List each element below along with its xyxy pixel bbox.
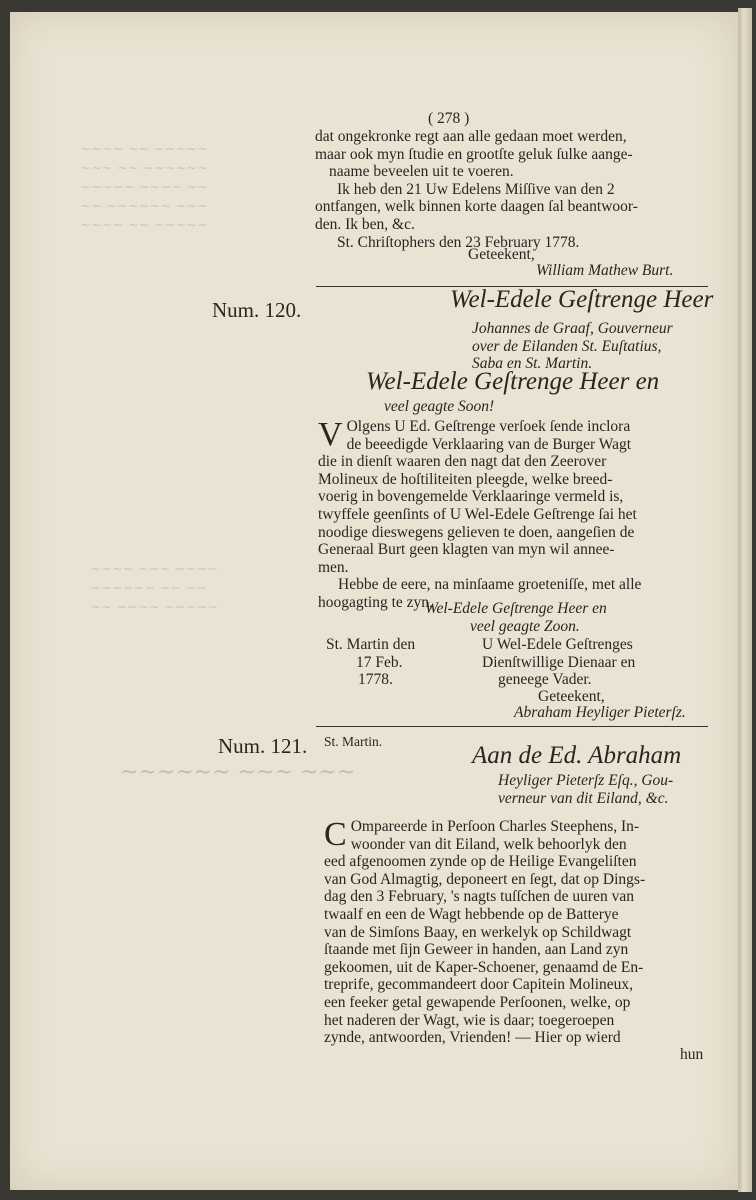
show-through-text-2: ~~~~ ~~~ ~~~~ ~~~~~~ ~~ ~~ ~~ ~~~~ ~~~~~ (90, 562, 219, 615)
text-line: voerig in bovengemelde Verklaaringe vermeld is, (318, 488, 624, 506)
page-number: ( 278 ) (428, 110, 470, 127)
text-line: zynde, antwoorden, Vrienden! — Hier op wierd (324, 1029, 621, 1047)
text-line: die in dienſt waaren den nagt dat den Zeerover (318, 453, 607, 471)
place-label: St. Martin. (324, 734, 383, 749)
text-line: een feeker getal gewapende Perſoonen, welke, op (324, 993, 631, 1011)
place-date (326, 636, 415, 689)
text-line: Molineux de hoſtiliteiten pleegde, welke breed- (318, 470, 613, 488)
text-line: van God Almagtig, deponeert en ſegt, dat op Dings- (324, 870, 646, 888)
entry-number: Num. 121. (218, 734, 308, 758)
salutation: Wel-Edele Geſtrenge Heer (450, 286, 714, 313)
text-line: Hebbe de eere, na minſaame groeteniſſe, met alle (338, 576, 642, 594)
signed-label: Geteekent, (538, 688, 605, 705)
text-line: ontfangen, welk binnen korte daagen ſal beantwoor- (315, 198, 638, 216)
salutation: Aan de Ed. Abraham (472, 742, 682, 769)
addressee (498, 772, 673, 807)
addressee-line: over de Eilanden St. Euſtatius, (472, 337, 662, 355)
entry-number: Num. 120. (212, 298, 302, 322)
addressee-line: Heyliger Pieterſz Eſq., Gou- (498, 772, 674, 789)
servant-block (482, 636, 712, 689)
place-date-line: St. Martin den (326, 636, 416, 653)
show-through-text: ~~~~ ~~ ~~~~~ ~~~ ~~ ~~~~~~ ~~~~~ ~~~~ ~~ ~~ ~~~~~~ ~~~ ~~~~ ~~ ~~~~~ (80, 142, 209, 233)
addressee-line: verneur van dit Eiland, &c. (498, 789, 669, 807)
addressee-line: Saba en St. Martin. (472, 355, 593, 373)
text-line: men. (318, 558, 349, 576)
text-line: Ik heb den 21 Uw Edelens Miſſive van den 2 (337, 180, 615, 198)
text-line: ſtaande met ſijn Geweer in handen, aan Land zyn (324, 941, 629, 959)
text-line: gekoomen, uit de Kaper-Schoener, genaamd de En- (324, 958, 644, 976)
deposition-body (324, 818, 714, 1047)
text-line: naame beveelen uit te voeren. (329, 163, 514, 181)
top-paragraph (315, 128, 715, 251)
show-through-heading: ~~~~~~ ~~~ ~~~ (120, 760, 356, 785)
addressee (472, 320, 673, 373)
text-line: noodige dieswegens gelieven te doen, aangeſien de (318, 523, 635, 541)
drop-cap: C (324, 816, 347, 853)
book-spine (738, 8, 752, 1192)
letter-heading: Wel-Edele Geſtrenge Heer en (366, 368, 660, 395)
letter-body (318, 418, 713, 612)
catchword: hun (680, 1046, 704, 1063)
text-line: hoogagting te zyn, (318, 593, 433, 611)
text-line: van de Simſons Baay, en werkelyk op Schildwagt (324, 923, 632, 941)
text-line: St. Chriſtophers den 23 February 1778. (337, 233, 580, 251)
text-line: dat ongekronke regt aan alle gedaan moet werden, (315, 128, 627, 145)
text-line: den. Ik ben, &c. (315, 215, 415, 233)
divider (316, 726, 708, 727)
text-line: treprife, gecommandeert door Capitein Molineux, (324, 976, 634, 994)
closing-salutation-2: veel geagte Zoon. (470, 618, 580, 635)
signed-label: Geteekent, (468, 246, 535, 263)
text-line: dag den 3 February, 's nagts tuſſchen de uuren van (324, 888, 634, 906)
text-line: de beeedigde Verklaaring van de Burger Wagt (346, 435, 632, 453)
text-line: woonder van dit Eiland, welk behoorlyk den (350, 835, 627, 853)
servant-line: geneege Vader. (498, 671, 592, 689)
text-line: Ompareerde in Perſoon Charles Steephens, In- (350, 818, 640, 835)
text-line: eed afgenoomen zynde op de Heilige Evangeliſten (324, 853, 637, 871)
place-date-line: 17 Feb. (356, 653, 403, 671)
text-line: twaalf en een de Wagt hebbende op de Batterye (324, 905, 619, 923)
text-line: maar ook myn ſtudie en grootſte geluk ſulke aange- (315, 145, 633, 163)
servant-line: U Wel-Edele Geſtrenges (482, 636, 633, 653)
drop-cap: V (318, 416, 343, 453)
text-line: twyffele geenſints of U Wel-Edele Geſtrenge ſai het (318, 505, 637, 523)
addressee-line: Johannes de Graaf, Gouverneur (472, 320, 673, 337)
text-line: Generaal Burt geen klagten van myn wil annee- (318, 541, 615, 559)
place-date-line: 1778. (358, 671, 393, 689)
servant-line: Dienſtwillige Dienaar en (482, 653, 636, 671)
closing-salutation: Wel-Edele Geſtrenge Heer en (425, 600, 607, 617)
text-line: Olgens U Ed. Geſtrenge verſoek ſende inclora (346, 418, 631, 435)
letter-heading-2: veel geagte Soon! (384, 398, 495, 415)
signature: Abraham Heyliger Pieterſz. (514, 704, 686, 721)
text-line: het naderen der Wagt, wie is daar; toegeroepen (324, 1011, 615, 1029)
signature: William Mathew Burt. (536, 262, 674, 279)
